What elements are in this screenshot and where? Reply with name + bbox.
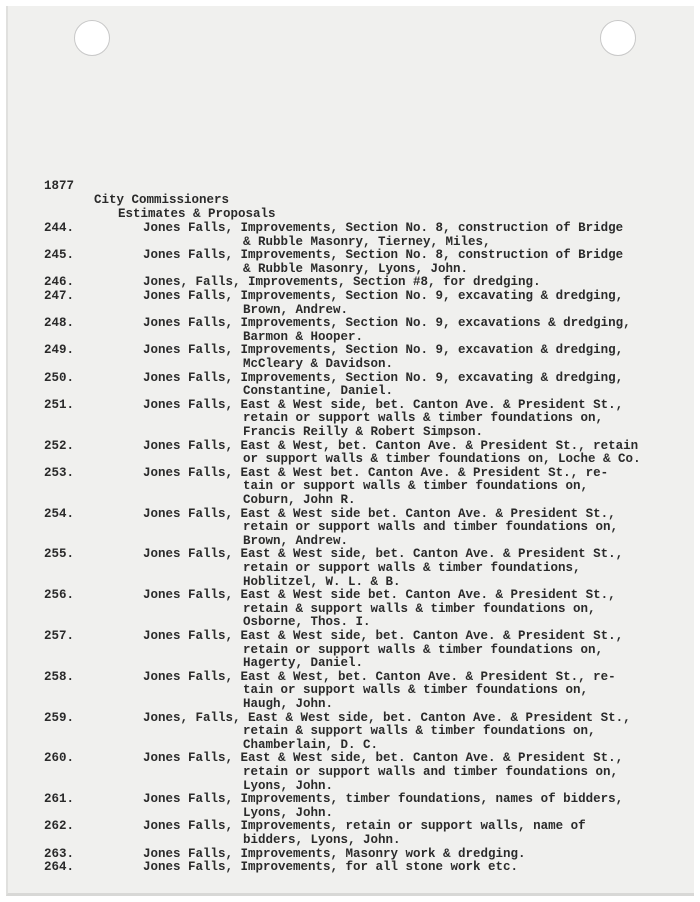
entry-continuation: Lyons, John. [243,805,334,820]
entry-continuation: Barmon & Hooper. [243,329,364,344]
entry-line: Jones Falls, Improvements, retain or support walls, name of [143,819,586,834]
entry-number: 244. [44,221,75,235]
entry-continuation: Coburn, John R. [243,492,356,507]
entry-line: Jones Falls, East & West side bet. Canton Ave. & President St., [143,506,616,521]
year-heading: 1877 [44,179,75,193]
entry-continuation: bidders, Lyons, John. [243,832,401,847]
entry-number: 254. [44,506,75,521]
entry-number: 257. [44,629,75,643]
subject-heading: Estimates & Proposals [118,207,276,221]
entry-continuation: retain or support walls & timber foundations on, [243,411,604,426]
entry-line: Jones, Falls, East & West side, bet. Canton Ave. & President St., [143,710,631,725]
entry-continuation: Osborne, Thos. I. [243,615,371,630]
entry-line: Jones Falls, East & West side, bet. Canton Ave. & President St., [143,547,624,562]
entry-number: 258. [44,669,75,684]
entry-line: Jones Falls, East & West, bet. Canton Ave. & President St., retain [143,438,639,453]
entry-number: 251. [44,397,75,412]
entry-number: 256. [44,588,75,603]
entry-number: 264. [44,860,75,875]
entry-continuation: & Rubble Masonry, Tierney, Miles, [243,234,491,249]
entry-line: Jones Falls, Improvements, Section No. 9, excavating & dredging, [143,370,624,385]
entry-line: Jones Falls, East & West bet. Canton Ave. & President St., re- [143,465,609,480]
entry-line: Jones Falls, East & West side bet. Canton Ave. & President St., [143,588,616,603]
entry-number: 246. [44,275,75,290]
entry-line: Jones Falls, Improvements, for all stone work etc. [143,860,519,875]
entry-line: Jones Falls, Improvements, timber foundations, names of bidders, [143,792,624,807]
entry-continuation: tain or support walls & timber foundations on, [243,479,589,494]
entry-continuation: Chamberlain, D. C. [243,737,379,752]
department-heading: City Commissioners [94,193,230,207]
entry-number: 250. [44,370,75,385]
entry-continuation: Hoblitzel, W. L. & B. [243,574,401,589]
entry-number: 259. [44,710,75,725]
entry-number: 245. [44,248,75,263]
entry-line: Jones Falls, Improvements, Section No. 8, construction of Bridge [143,248,624,263]
entry-continuation: retain or support walls and timber foundations on, [243,764,619,779]
entry-number: 261. [44,792,75,807]
entry-line: Jones Falls, East & West side, bet. Canton Ave. & President St., [143,629,624,643]
entry-continuation: retain or support walls and timber foundations on, [243,520,619,535]
entry-line: Jones Falls, Improvements, Section No. 8, construction of Bridge [143,221,624,235]
entry-line: Jones Falls, Improvements, Section No. 9, excavation & dredging, [143,343,624,358]
entry-number: 253. [44,465,75,480]
entry-number: 252. [44,438,75,453]
entry-number: 249. [44,343,75,358]
entry-line: Jones Falls, East & West side, bet. Canton Ave. & President St., [143,397,624,412]
entry-continuation: McCleary & Davidson. [243,356,394,371]
entry-continuation: retain or support walls & timber foundations on, [243,642,604,657]
entry-number: 248. [44,316,75,331]
entry-number: 263. [44,846,75,861]
entry-continuation: Brown, Andrew. [243,533,349,548]
entry-continuation: & Rubble Masonry, Lyons, John. [243,261,469,276]
entry-continuation: retain & support walls & timber foundations on, [243,724,596,739]
entry-continuation: retain or support walls & timber foundations, [243,560,581,575]
entry-number: 262. [44,819,75,834]
entry-continuation: Francis Reilly & Robert Simpson. [243,424,484,439]
entry-continuation: Haugh, John. [243,696,334,711]
entry-line: Jones Falls, Improvements, Section No. 9, excavations & dredging, [143,316,631,331]
entry-continuation: Brown, Andrew. [243,302,349,317]
entry-line: Jones Falls, East & West side, bet. Canton Ave. & President St., [143,751,624,766]
entry-continuation: or support walls & timber foundations on, Loche & Co. [243,452,641,467]
entry-continuation: tain or support walls & timber foundations on, [243,683,589,698]
entry-number: 247. [44,289,75,303]
entry-continuation: Constantine, Daniel. [243,384,394,399]
entry-line: Jones Falls, East & West, bet. Canton Ave. & President St., re- [143,669,616,684]
entry-continuation: Hagerty, Daniel. [243,656,364,671]
entry-line: Jones Falls, Improvements, Section No. 9, excavating & dredging, [143,289,624,303]
entry-number: 255. [44,547,75,562]
entry-continuation: Lyons, John. [243,778,334,793]
entry-line: Jones Falls, Improvements, Masonry work & dredging. [143,846,526,861]
entry-continuation: retain & support walls & timber foundations on, [243,601,596,616]
entry-line: Jones, Falls, Improvements, Section #8, for dredging. [143,275,541,290]
entry-number: 260. [44,751,75,766]
